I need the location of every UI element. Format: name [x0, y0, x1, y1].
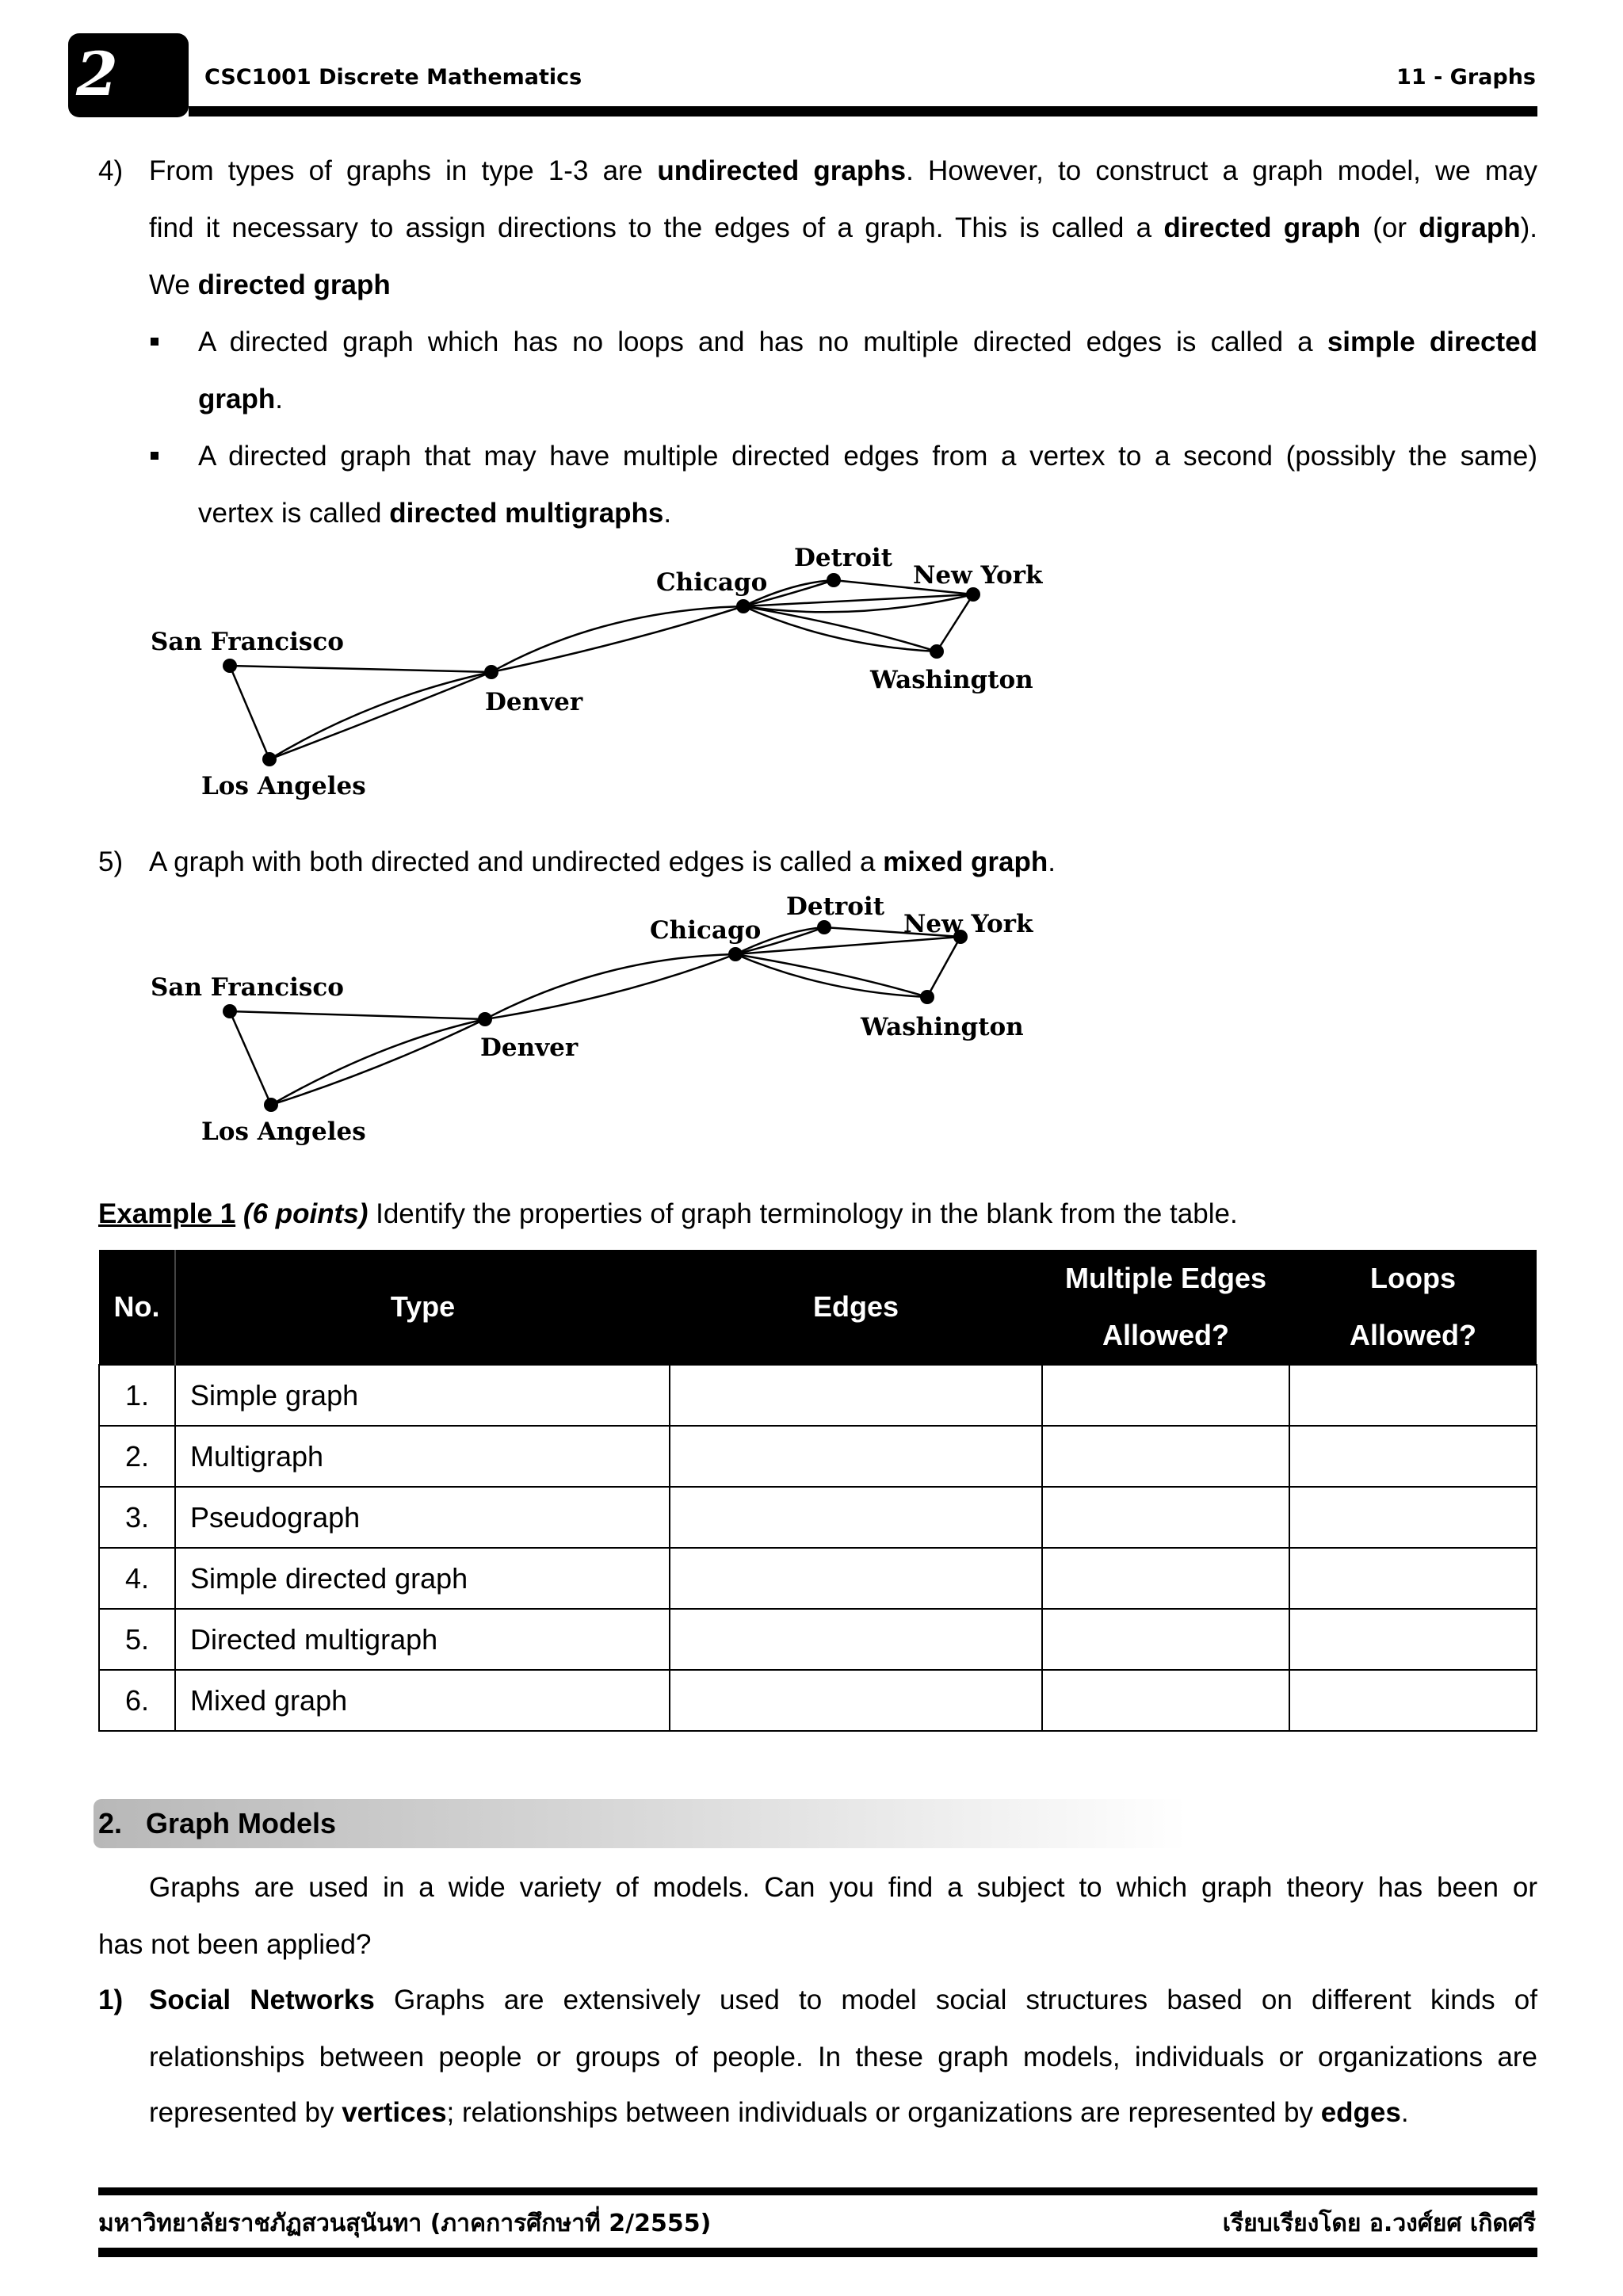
loops-blank-cell[interactable]: [1289, 1487, 1537, 1548]
social-line-1: Social Networks Graphs are extensively used to model social structures based on different kinds of: [149, 1985, 1537, 2015]
course-title: CSC1001 Discrete Mathematics: [204, 65, 582, 90]
table-row: [99, 1670, 1537, 1731]
edges-blank-cell[interactable]: [670, 1426, 1042, 1487]
section-heading: [98, 1799, 336, 1848]
item-5-number: 5): [98, 846, 124, 877]
footer-author: เรียบเรียงโดย อ.วงศ์ยศ เกิดศรี: [1222, 2210, 1536, 2237]
chapter-title: 11 - Graphs: [1396, 65, 1536, 90]
multiple-edges-blank-cell[interactable]: [1042, 1609, 1289, 1670]
label-chicago: Chicago: [656, 568, 768, 597]
social-line-2: relationships between people or groups of people. In these graph models, individuals or organizations are: [149, 2042, 1537, 2073]
item-4-number: 4): [98, 155, 124, 186]
edges-blank-cell[interactable]: [670, 1365, 1042, 1426]
example-instruction: Identify the properties of graph terminology in the blank from the table.: [368, 1198, 1238, 1229]
label-denver: Denver: [480, 1033, 579, 1062]
multiple-edges-blank-cell[interactable]: [1042, 1548, 1289, 1609]
label-washington: Washington: [870, 666, 1033, 694]
table-header-row: [99, 1250, 1537, 1365]
footer-university: มหาวิทยาลัยราชภัฏสวนสุนันทา (ภาคการศึกษาที่ 2/2555): [98, 2210, 712, 2237]
header-edges: Edges: [670, 1250, 1042, 1365]
row-number: 2.: [99, 1426, 175, 1487]
table-row: [99, 1548, 1537, 1609]
section-title: Graph Models: [146, 1807, 337, 1839]
loops-blank-cell[interactable]: [1289, 1609, 1537, 1670]
bullet-1-line-2: graph.: [198, 384, 283, 415]
row-type: Pseudograph: [175, 1487, 670, 1548]
bullet-2-line-2: vertex is called directed multigraphs.: [198, 498, 672, 529]
loops-blank-cell[interactable]: [1289, 1365, 1537, 1426]
row-type: Mixed graph: [175, 1670, 670, 1731]
label-detroit: Detroit: [786, 892, 885, 921]
intro-line-1: Graphs are used in a wide variety of models. Can you find a subject to which graph theory has been or: [149, 1872, 1537, 1903]
edges-blank-cell[interactable]: [670, 1548, 1042, 1609]
label-new-york: New York: [903, 910, 1033, 938]
example-points: (6 points): [242, 1198, 369, 1229]
loops-blank-cell[interactable]: [1289, 1548, 1537, 1609]
header-loops: Loops Allowed?: [1289, 1250, 1537, 1365]
label-detroit: Detroit: [794, 544, 893, 572]
row-type: Simple directed graph: [175, 1548, 670, 1609]
item-4-line-3: We directed graph: [149, 269, 391, 300]
row-type: Multigraph: [175, 1426, 670, 1487]
multiple-edges-blank-cell[interactable]: [1042, 1365, 1289, 1426]
label-chicago: Chicago: [650, 916, 762, 945]
example-title: Example 1: [98, 1198, 236, 1229]
label-los-angeles: Los Angeles: [201, 1117, 366, 1146]
row-number: 6.: [99, 1670, 175, 1731]
row-number: 4.: [99, 1548, 175, 1609]
label-los-angeles: Los Angeles: [201, 772, 366, 800]
edges-blank-cell[interactable]: [670, 1609, 1042, 1670]
row-number: 3.: [99, 1487, 175, 1548]
table-row: [99, 1426, 1537, 1487]
table-row: [99, 1487, 1537, 1548]
section-number: 2.: [98, 1807, 123, 1839]
table-row: [99, 1365, 1537, 1426]
directed-multigraph-figure: [0, 0, 1623, 832]
social-line-3: represented by vertices; relationships between individuals or organizations are represented by edges.: [149, 2097, 1409, 2128]
row-type: Simple graph: [175, 1365, 670, 1426]
row-number: 1.: [99, 1365, 175, 1426]
footer-rule-bottom: [98, 2248, 1537, 2257]
bullet-1-line-1: A directed graph which has no loops and has no multiple directed edges is called a simple directed: [198, 327, 1537, 357]
multiple-edges-blank-cell[interactable]: [1042, 1670, 1289, 1731]
multiple-edges-blank-cell[interactable]: [1042, 1487, 1289, 1548]
item-5-text: A graph with both directed and undirected edges is called a mixed graph.: [149, 846, 1056, 877]
graph-terminology-table: [98, 1250, 1537, 1732]
footer-rule-top: [98, 2187, 1537, 2195]
edges-blank-cell[interactable]: [670, 1670, 1042, 1731]
social-number: 1): [98, 1985, 124, 2015]
item-4-line-1: From types of graphs in type 1-3 are undirected graphs. However, to construct a graph model, we may: [149, 155, 1538, 186]
label-new-york: New York: [913, 561, 1043, 590]
loops-blank-cell[interactable]: [1289, 1426, 1537, 1487]
loops-blank-cell[interactable]: [1289, 1670, 1537, 1731]
header-multiple-edges: Multiple Edges Allowed?: [1042, 1250, 1289, 1365]
edges-blank-cell[interactable]: [670, 1487, 1042, 1548]
row-number: 5.: [99, 1609, 175, 1670]
example-heading: [98, 1186, 1238, 1243]
label-washington: Washington: [861, 1013, 1024, 1041]
item-4-line-2: find it necessary to assign directions to the edges of a graph. This is called a directed graph (or digraph).: [149, 212, 1538, 243]
label-san-francisco: San Francisco: [151, 628, 344, 656]
table-row: [99, 1609, 1537, 1670]
label-denver: Denver: [485, 688, 583, 716]
row-type: Directed multigraph: [175, 1609, 670, 1670]
chapter-number: 2: [76, 39, 118, 109]
intro-line-2: has not been applied?: [98, 1929, 372, 1960]
bullet-2-line-1: A directed graph that may have multiple directed edges from a vertex to a second (possibly the same): [198, 441, 1537, 472]
label-san-francisco: San Francisco: [151, 973, 344, 1002]
header-type: Type: [175, 1250, 670, 1365]
header-no: No.: [99, 1250, 175, 1365]
mixed-graph-figure: [0, 872, 1623, 1173]
multiple-edges-blank-cell[interactable]: [1042, 1426, 1289, 1487]
